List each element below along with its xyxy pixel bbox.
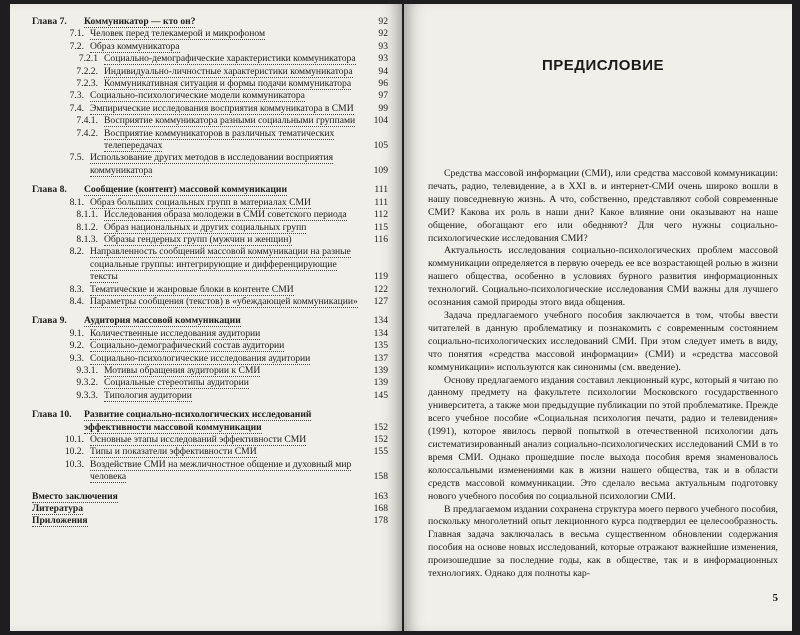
preface-paragraph: Актуальность исследования социально-психологических проблем массовой коммуникации определяется в первую очередь ее все возрастающей ролью в жизни нашего общества, особенно в условиях бурного развития информационных технологий. Социально-психологические исследования СМИ важны для лучшего осознания самой природы этого вида общения. xyxy=(428,245,778,309)
toc-entry-title: Приложения xyxy=(32,515,88,527)
toc-entry-title: Развитие социально-психологических исследований эффективности массовой коммуникации xyxy=(84,409,312,433)
toc-entry-page: 96 xyxy=(378,78,388,90)
toc-entry[interactable] xyxy=(32,66,388,78)
preface-paragraph: Задача предлагаемого учебного пособия заключается в том, чтобы ввести читателей в данную проблематику и познакомить с современным состоянием социально-психологических исследований СМИ. При этом следует иметь в виду, что понятия «средства массовой информации» (СМИ) и «средства массовой коммуникации» используются как синонимы (см. введение). xyxy=(428,309,778,373)
toc-entry-page: 152 xyxy=(373,421,388,433)
toc-entry[interactable] xyxy=(32,315,388,327)
toc-entry-title: Коммуникатор — кто он? xyxy=(84,16,196,27)
toc-entry-title-wrap xyxy=(90,152,364,177)
toc-entry-title-wrap xyxy=(84,184,364,196)
toc-entry-title-wrap xyxy=(90,328,364,340)
toc-entry-number: Глава 8. xyxy=(32,184,67,196)
toc-entry-page: 137 xyxy=(373,352,388,364)
toc-entry[interactable] xyxy=(32,90,388,102)
toc-entry-number: 9.1. xyxy=(69,327,84,339)
toc-entry-title-wrap xyxy=(104,128,364,153)
toc-entry-title: Направленность сообщений массовой коммуникации на разные социальные группы: интегрирующие и дифференцирующие тексты xyxy=(90,246,351,283)
toc-entry-title: Вместо заключения xyxy=(32,490,118,502)
toc-entry[interactable] xyxy=(32,41,388,53)
toc-entry-title: Параметры сообщения (текстов) в «убеждающей коммуникации» xyxy=(90,295,358,307)
toc-entry-title-wrap xyxy=(84,409,364,434)
toc-entry-title: Аудитория массовой коммуникации xyxy=(84,315,241,327)
toc-entry-page: 155 xyxy=(373,446,388,458)
toc-entry-title-wrap xyxy=(104,377,364,389)
toc-entry-title-wrap xyxy=(90,459,364,484)
toc-entry[interactable] xyxy=(32,459,388,484)
toc-entry-title-wrap xyxy=(90,103,364,115)
toc-entry-page: 152 xyxy=(373,434,388,445)
toc-entry-title-wrap xyxy=(104,66,364,78)
toc-entry-number: 7.4.1. xyxy=(76,115,98,127)
toc-entry-title-wrap xyxy=(90,296,364,308)
toc-entry-number: 10.2. xyxy=(64,446,84,458)
toc-entry[interactable] xyxy=(32,296,388,308)
toc-entry-page: 122 xyxy=(373,283,388,295)
toc-entry-page: 115 xyxy=(373,221,388,233)
toc-gap xyxy=(32,177,388,184)
toc-entry-title-wrap xyxy=(104,53,364,65)
toc-entry-page: 93 xyxy=(378,53,388,65)
toc-entry-number: 8.1.1. xyxy=(76,209,98,221)
preface-paragraph: Основу предлагаемого издания составил лекционный курс, который я читаю по данному предмету на факультете психологии Московского государственного университета, а также мои предыдущие публикации по этой проблематике. Прежде всего учебное пособие «Социальная психология печати, радио и телевидения» (1991), которое явилось первой попыткой в отечественной психологии дать систематизированный анализ социально-психологических исследований СМИ в то время СМИ. Однако прошедшие после выхода пособия время знаменовалось колоссальными изменениями как в жизни нашего общества, так и в области средств массовой коммуникации. Это сделало весьма актуальным подготовку нового учебного пособия по социальной психологии СМИ. xyxy=(428,374,778,502)
toc-entry[interactable] xyxy=(32,340,388,352)
toc-entry-title: Воздействие СМИ на межличностное общение и духовный мир человека xyxy=(90,458,352,483)
toc-entry[interactable] xyxy=(32,491,388,503)
toc-entry-number: 9.3.3. xyxy=(76,389,98,401)
preface-title: ПРЕДИСЛОВИЕ xyxy=(541,57,665,74)
toc-entry-number: 8.1. xyxy=(69,196,84,208)
toc-entry[interactable] xyxy=(32,115,388,127)
toc-page xyxy=(10,4,402,631)
toc-entry-number: Глава 7. xyxy=(32,16,67,27)
toc-entry-title-wrap xyxy=(90,353,364,365)
toc-entry-page: 178 xyxy=(373,515,388,527)
toc-entry-title-wrap xyxy=(104,115,364,127)
toc-entry-title: Восприятие коммуникатора разными социальными группами xyxy=(104,115,356,127)
toc-entry-title-wrap xyxy=(90,41,364,53)
preface-paragraph: В предлагаемом издании сохранена структура моего первого учебного пособия, поскольку многолетний опыт лекционного курса подтвердил ее целесообразность. Главная задача заключалась в весьма существенном обновлении содержания пособия на основе новых исследований, которые отражают важнейшие изменения, произошедшие за последние годы, как в обществе, так и в информационных технологиях. Однако для полноты кар- xyxy=(428,503,778,580)
toc-entry-title: Количественные исследования аудитории xyxy=(90,327,261,339)
toc-entry-title-wrap xyxy=(90,197,364,209)
toc-entry-page: 111 xyxy=(374,196,388,208)
toc-entry-title: Типы и показатели эффективности СМИ xyxy=(90,446,257,458)
toc-entry[interactable] xyxy=(32,28,388,40)
toc-entry[interactable] xyxy=(32,434,388,446)
toc-entry-page: 112 xyxy=(373,209,388,221)
toc-entry[interactable] xyxy=(32,234,388,246)
toc-entry-title: Сообщение (контент) массовой коммуникации xyxy=(84,184,287,196)
toc-entry-title-wrap xyxy=(84,16,364,28)
toc-entry[interactable] xyxy=(32,284,388,296)
toc-entry-page: 139 xyxy=(373,364,388,376)
toc-entry[interactable] xyxy=(32,328,388,340)
toc-entry-title-wrap xyxy=(32,515,364,527)
toc-entry-page: 92 xyxy=(378,16,388,27)
toc-gap xyxy=(32,308,388,315)
toc-entry-title: Основные этапы исследований эффективности СМИ xyxy=(90,434,307,445)
page-number: 5 xyxy=(772,592,778,604)
toc-entry-title-wrap xyxy=(104,209,364,221)
toc-entry-number: 8.1.2. xyxy=(76,221,98,233)
toc-entry[interactable] xyxy=(32,377,388,389)
toc-entry-title: Социальные стереотипы аудитории xyxy=(104,377,249,389)
toc-entry[interactable] xyxy=(32,184,388,196)
preface-body xyxy=(428,168,778,581)
toc-entry[interactable] xyxy=(32,53,388,65)
toc-entry[interactable] xyxy=(32,515,388,527)
toc-entry[interactable] xyxy=(32,152,388,177)
toc-entry[interactable] xyxy=(32,409,388,434)
toc-entry-number: 9.2. xyxy=(69,340,84,352)
toc-entry-number: 10.1. xyxy=(64,434,84,445)
toc-entry[interactable] xyxy=(32,197,388,209)
toc-entry-number: 7.2.2. xyxy=(76,65,98,77)
preface-page xyxy=(404,4,792,631)
toc-entry-title: Эмпирические исследования восприятия коммуникатора в СМИ xyxy=(90,102,354,114)
toc-entry-title-wrap xyxy=(104,222,364,234)
toc-entry[interactable] xyxy=(32,103,388,115)
toc-entry[interactable] xyxy=(32,16,388,28)
toc-entry-title-wrap xyxy=(90,284,364,296)
toc-entry-title-wrap xyxy=(90,434,364,446)
toc-gap xyxy=(32,402,388,409)
toc-entry-page: 105 xyxy=(373,140,388,152)
toc-entry-title: Восприятие коммуникаторов в различных тематических телепередачах xyxy=(104,127,335,152)
toc-entry-page: 168 xyxy=(373,503,388,515)
toc-entry-title: Образ национальных и других социальных групп xyxy=(104,221,307,233)
toc-entry[interactable] xyxy=(32,246,388,283)
toc-entry[interactable] xyxy=(32,365,388,377)
toc-entry-number: 8.4. xyxy=(69,295,84,307)
toc-entry[interactable] xyxy=(32,503,388,515)
toc-entry-number: 9.3.2. xyxy=(76,377,98,389)
toc-entry-page: 99 xyxy=(378,102,388,114)
toc-entry-title-wrap xyxy=(104,365,364,377)
toc-entry-title-wrap xyxy=(90,246,364,283)
toc-entry-page: 109 xyxy=(373,164,388,176)
toc-entry-number: 7.4. xyxy=(69,102,84,114)
toc-entry-title: Использование других методов в исследовании восприятия коммуникатора xyxy=(90,152,334,176)
toc-entry-title: Мотивы обращения аудитории к СМИ xyxy=(104,364,261,376)
toc-entry-title-wrap xyxy=(104,234,364,246)
toc-entry-number: 7.2.3. xyxy=(76,78,98,90)
toc-entry-number: 7.1. xyxy=(69,28,84,40)
toc-entry-page: 97 xyxy=(378,90,388,102)
toc-entry-number: 8.1.3. xyxy=(76,233,98,245)
toc-entry-title: Социально-демографические характеристики коммуникатора xyxy=(104,53,356,65)
toc-entry-title: Образ больших социальных групп в материалах СМИ xyxy=(90,196,311,208)
toc-entry[interactable] xyxy=(32,209,388,221)
toc-entry-title: Типология аудитории xyxy=(104,389,192,401)
toc-entry-page: 158 xyxy=(373,471,388,483)
toc-entry-title: Образы гендерных групп (мужчин и женщин) xyxy=(104,233,292,245)
toc-entry-page: 93 xyxy=(378,40,388,52)
toc-entry-number: 7.3. xyxy=(69,90,84,102)
toc-entry-number: 10.3. xyxy=(64,458,84,470)
table-of-contents xyxy=(32,16,388,528)
toc-entry-title-wrap xyxy=(32,491,364,503)
toc-entry-title: Социально-психологические модели коммуникатора xyxy=(90,90,305,102)
toc-entry[interactable] xyxy=(32,128,388,153)
toc-entry-number: 9.3. xyxy=(69,352,84,364)
toc-entry-page: 139 xyxy=(373,377,388,389)
toc-entry-title-wrap xyxy=(104,78,364,90)
toc-entry-page: 134 xyxy=(373,315,388,327)
toc-entry-title-wrap xyxy=(90,340,364,352)
toc-entry-title: Исследования образа молодежи в СМИ советского периода xyxy=(104,209,347,221)
toc-entry[interactable] xyxy=(32,353,388,365)
toc-entry-page: 127 xyxy=(373,295,388,307)
toc-entry-title-wrap xyxy=(84,315,364,327)
toc-entry-number: Глава 9. xyxy=(32,315,67,327)
toc-entry[interactable] xyxy=(32,446,388,458)
toc-entry-title: Человек перед телекамерой и микрофоном xyxy=(90,28,266,40)
toc-entry-page: 119 xyxy=(373,271,388,283)
toc-entry-title: Литература xyxy=(32,503,84,515)
toc-entry[interactable] xyxy=(32,390,388,402)
toc-entry-page: 134 xyxy=(373,327,388,339)
toc-entry-number: 7.2. xyxy=(69,40,84,52)
toc-entry-title-wrap xyxy=(90,90,364,102)
toc-entry-page: 111 xyxy=(374,184,388,196)
toc-entry-title: Социально-демографический состав аудитории xyxy=(90,340,285,352)
toc-entry-page: 135 xyxy=(373,340,388,352)
toc-gap xyxy=(32,484,388,491)
toc-entry-title-wrap xyxy=(90,28,364,40)
toc-entry-title: Социально-психологические исследования аудитории xyxy=(90,352,311,364)
toc-entry-number: 7.2.1 xyxy=(78,53,98,65)
toc-entry-page: 94 xyxy=(378,65,388,77)
toc-entry-number: 8.2. xyxy=(69,246,84,258)
toc-entry-title-wrap xyxy=(32,503,364,515)
toc-entry-number: Глава 10. xyxy=(32,409,72,421)
toc-entry-title: Индивидуально-личностные характеристики коммуникатора xyxy=(104,65,353,77)
toc-entry-title-wrap xyxy=(104,390,364,402)
toc-entry-number: 7.4.2. xyxy=(76,127,98,139)
toc-entry-number: 9.3.1. xyxy=(76,364,98,376)
toc-entry[interactable] xyxy=(32,78,388,90)
toc-entry-page: 104 xyxy=(373,115,388,127)
preface-paragraph: Средства массовой информации (СМИ), или средства массовой коммуникации: печать, радио, телевидение, а в XXI в. и интернет-СМИ очень широко вошли в нашу повседневную жизнь. А что, собственно, представляют собой современные СМИ? Какова их роль в наши дни? Какое влияние они оказывают на наше общение, обогащают его или обедняют? Для чего нужны социально-психологические исследования СМИ? xyxy=(428,168,778,244)
toc-entry-title: Образ коммуникатора xyxy=(90,40,180,52)
toc-entry-page: 145 xyxy=(373,389,388,401)
toc-entry[interactable] xyxy=(32,222,388,234)
toc-entry-page: 163 xyxy=(373,490,388,502)
toc-entry-title: Коммуникативная ситуация и формы подачи коммуникатора xyxy=(104,78,352,90)
toc-entry-title-wrap xyxy=(90,446,364,458)
toc-entry-number: 8.3. xyxy=(69,283,84,295)
toc-entry-page: 92 xyxy=(378,28,388,40)
toc-entry-number: 7.5. xyxy=(69,152,84,164)
toc-entry-page: 116 xyxy=(373,233,388,245)
toc-entry-title: Тематические и жанровые блоки в контенте СМИ xyxy=(90,283,294,295)
